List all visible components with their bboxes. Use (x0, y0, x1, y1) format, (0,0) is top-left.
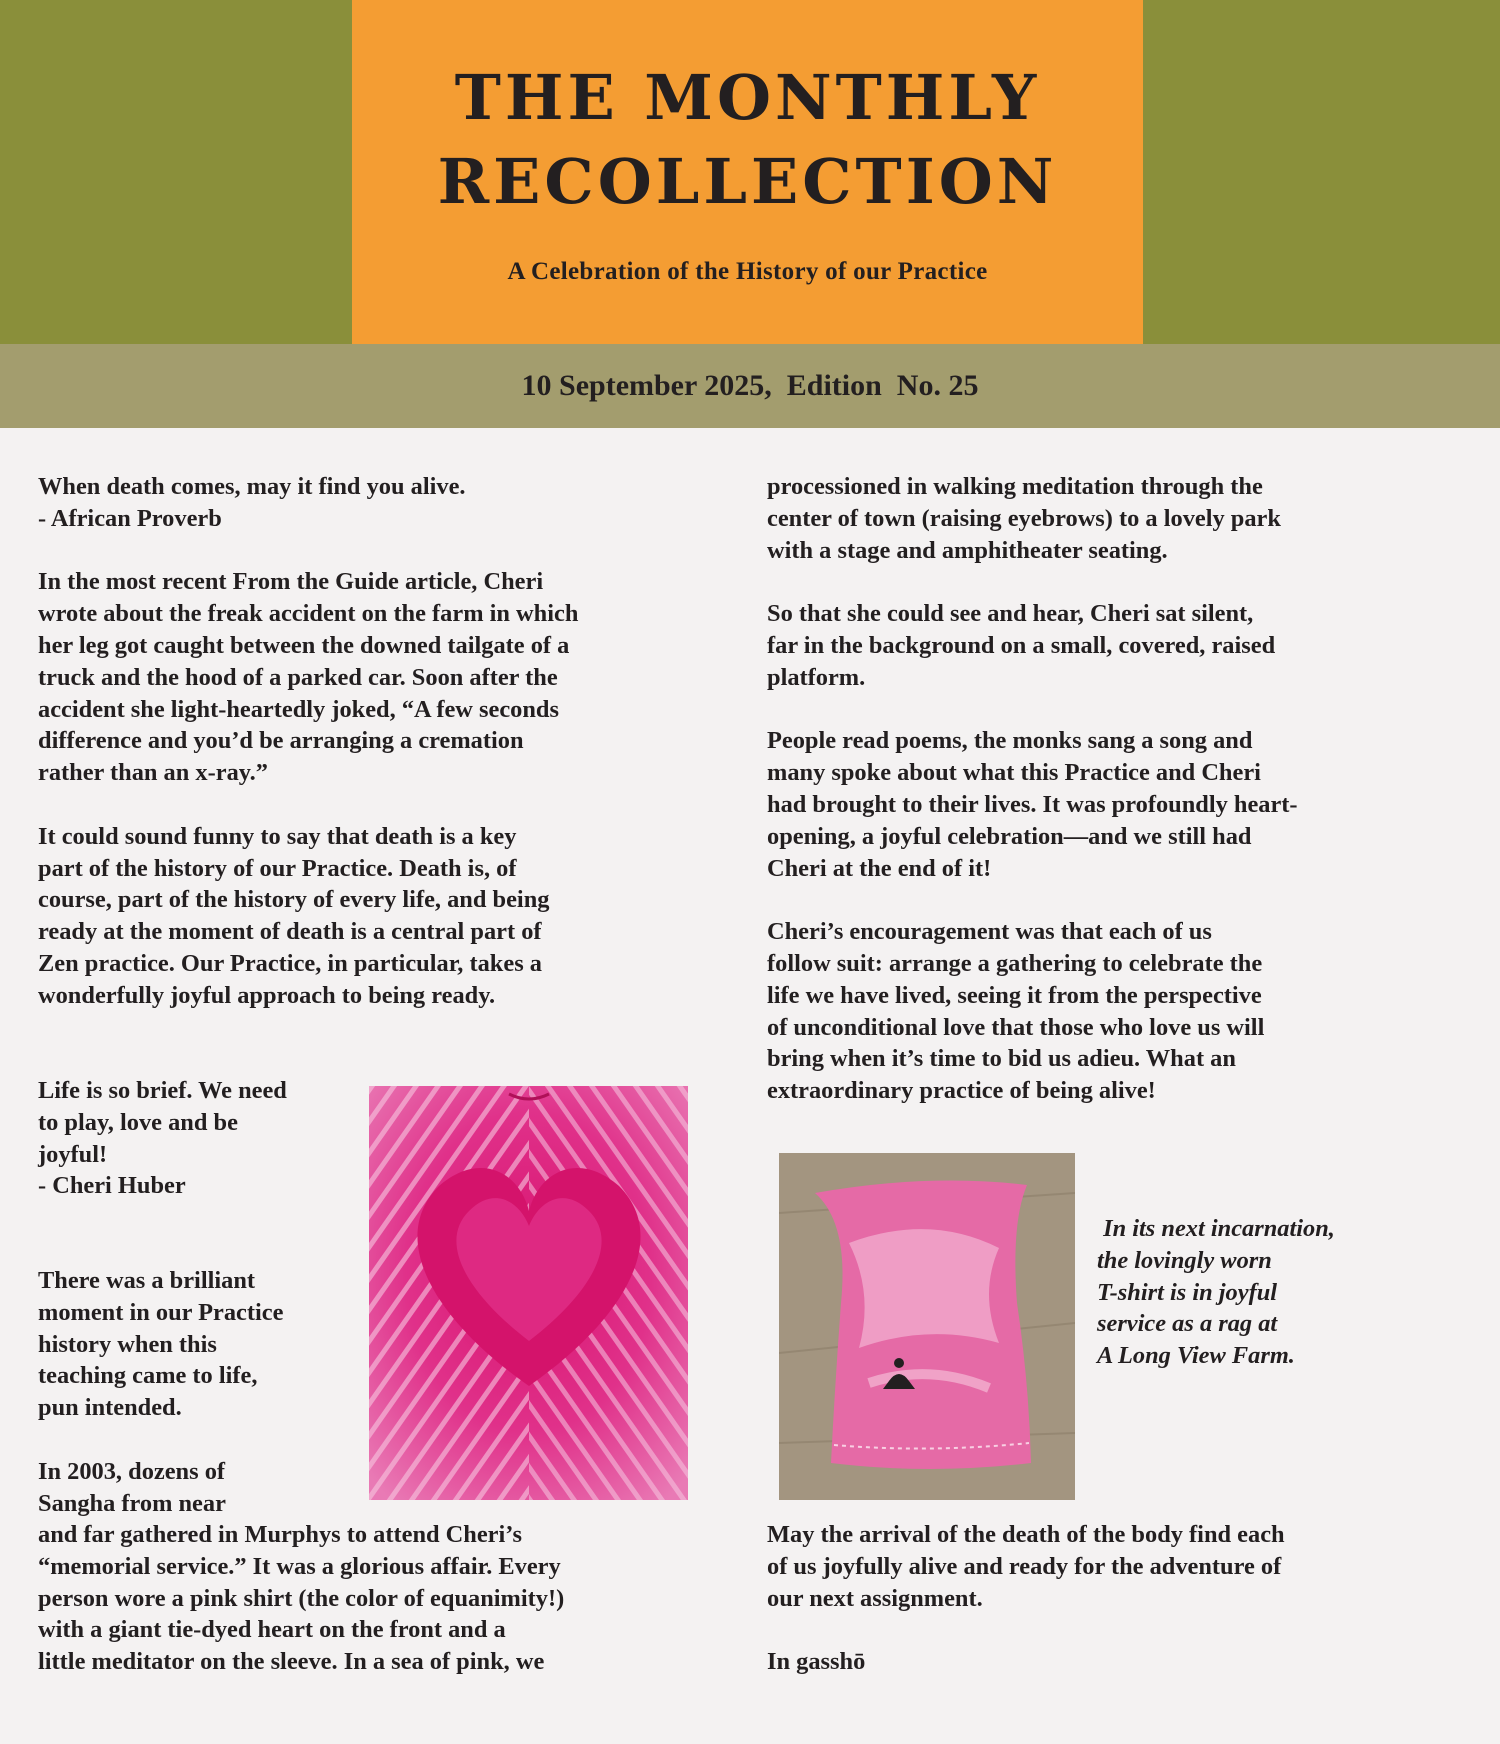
paragraph-encouragement: Cheri’s encouragement was that each of us follow suit: arrange a gathering to celebrate the life we have lived, seeing it from the perspective of unconditional love that those who love us will bring when it’s time to bid us adieu. What an extraordinary practice of being alive! (767, 918, 1265, 1105)
left-column-wrap-2 (38, 1265, 283, 1519)
left-column-wrap (38, 1075, 287, 1202)
masthead-title-box (352, 0, 1143, 344)
masthead-title-line-2: RECOLLECTION (437, 145, 1058, 218)
heart-tie-dye-icon (369, 1086, 688, 1500)
paragraph-accident: In the most recent From the Guide article, Cheri wrote about the freak accident on the farm in which her leg got caught between the downed tailgate of a truck and the hood of a parked car. Soon after the accident she light-heartedly joked, “A few seconds difference and you’d be arranging a cremation rather than an x-ray.” (38, 568, 579, 787)
paragraph-death-history: It could sound funny to say that death is a key part of the history of our Practice. Death is, of course, part of the history of every life, and being ready at the moment of death is a central part of Zen practice. Our Practice, in particular, takes a wonderfully joyful approach to being ready. (38, 822, 550, 1009)
opening-quote: When death comes, may it find you alive. - African Proverb (38, 473, 466, 532)
closing-gassho: In gasshō (767, 1648, 866, 1676)
masthead-subtitle: A Celebration of the History of our Practice (507, 258, 988, 285)
paragraph-brilliant-moment: There was a brilliant moment in our Practice history when this teaching came to life, pun intended. (38, 1267, 284, 1422)
masthead-band (0, 0, 1500, 344)
paragraph-2003-start: In 2003, dozens of Sangha from near (38, 1457, 226, 1517)
paragraph-poems: People read poems, the monks sang a song and many spoke about what this Practice and Cheri had brought to their lives. It was profoundly heart- opening, a joyful celebration—and we still had Cheri at the end of it! (767, 727, 1298, 882)
cheri-quote: Life is so brief. We need to play, love and be joyful! - Cheri Huber (38, 1077, 287, 1200)
masthead-title-line-1: THE MONTHLY (454, 61, 1041, 134)
right-column-top (767, 471, 1298, 1107)
right-column-bottom (767, 1519, 1285, 1678)
date-edition-band: 10 September 2025, Edition No. 25 (0, 344, 1500, 428)
paragraph-cheri-silent: So that she could see and hear, Cheri sat silent, far in the background on a small, covered, raised platform. (767, 600, 1276, 691)
rag-image (779, 1153, 1075, 1500)
heart-shirt-image (369, 1086, 688, 1500)
paragraph-2003-continued: and far gathered in Murphys to attend Cheri’s “memorial service.” It was a glorious affair. Every person wore a pink shirt (the color of equanimity!) with a giant tie-dyed heart on the front and a little meditator on the sleeve. In a sea of pink, we (38, 1521, 565, 1676)
rag-caption: In its next incarnation, the lovingly worn T-shirt is in joyful service as a rag at A Long View Farm. (1097, 1215, 1335, 1370)
rag-shirt-icon (779, 1153, 1075, 1500)
left-column-top (38, 471, 578, 1012)
paragraph-procession: processioned in walking meditation through the center of town (raising eyebrows) to a lovely park with a stage and amphitheater seating. (767, 473, 1281, 564)
paragraph-closing-wish: May the arrival of the death of the body find each of us joyfully alive and ready for the adventure of our next assignment. (767, 1521, 1285, 1612)
left-column-bottom (38, 1519, 564, 1678)
